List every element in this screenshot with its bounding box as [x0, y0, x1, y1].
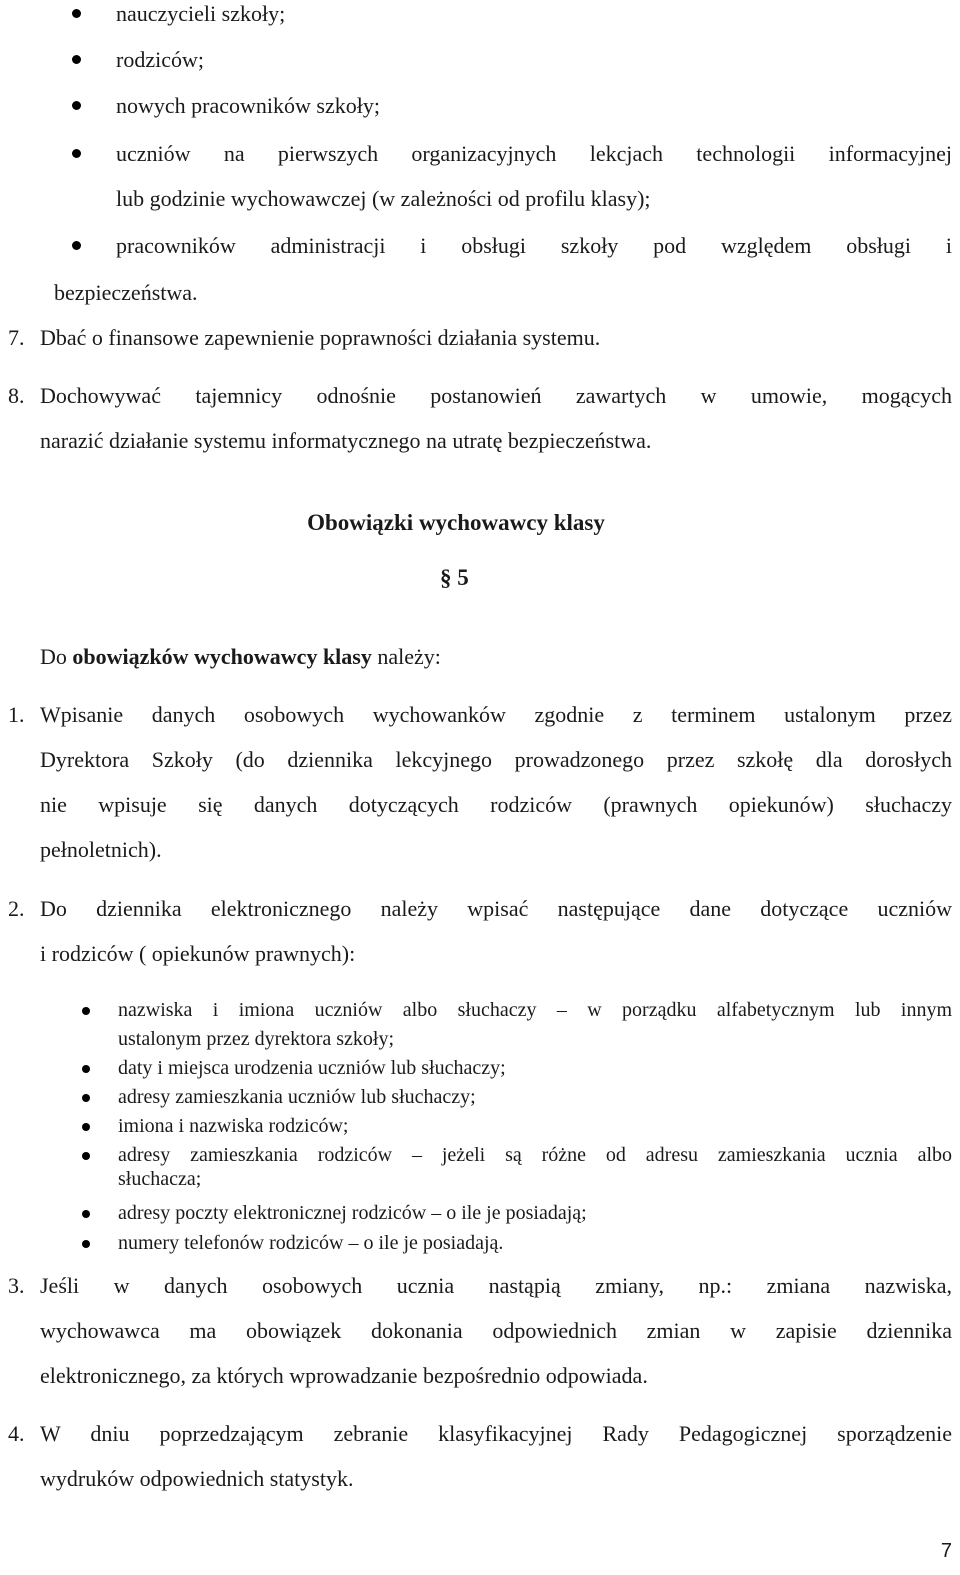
- item-text: Dbać o finansowe zapewnienie poprawności działania systemu.: [40, 325, 601, 350]
- item-text: wychowawca ma obowiązek dokonania odpowiednich zmian w zapisie dziennika: [40, 1318, 952, 1343]
- item-number: 4.: [8, 1421, 25, 1446]
- list-item: [116, 83, 952, 128]
- section-title: Obowiązki wychowawcy klasy: [307, 510, 605, 535]
- item-number: 1.: [8, 702, 25, 727]
- item-text: Dyrektora Szkoły (do dziennika lekcyjnego prowadzonego przez szkołę dla dorosłych: [40, 747, 952, 772]
- section-number: § 5: [440, 565, 469, 590]
- item-text: i rodziców ( opiekunów prawnych):: [40, 941, 356, 966]
- list-item-text: słuchacza;: [118, 1168, 202, 1190]
- intro-bold: obowiązków wychowawcy klasy: [72, 644, 372, 669]
- list-item: [118, 996, 952, 1025]
- list-item: [116, 37, 952, 82]
- item-number: 7.: [8, 325, 25, 350]
- list-item-text: adresy zamieszkania uczniów lub słuchaczy;: [118, 1086, 476, 1108]
- numbered-item-8-continuation: [40, 418, 952, 463]
- list-item-text: nazwiska i imiona uczniów albo słuchaczy – w porządku alfabetycznym lub innym: [118, 999, 952, 1021]
- list-item-continuation: [118, 1025, 952, 1054]
- section-intro: [40, 637, 441, 677]
- item-text: nie wpisuje się danych dotyczących rodziców (prawnych opiekunów) słuchaczy: [40, 792, 952, 817]
- item-text: Do dziennika elektronicznego należy wpisać następujące dane dotyczące uczniów: [40, 896, 952, 921]
- item-number: 8.: [8, 383, 25, 408]
- intro-prefix: Do: [40, 644, 73, 669]
- item-text: elektronicznego, za których wprowadzanie bezpośrednio odpowiada.: [40, 1363, 648, 1388]
- numbered-item-1-line: [40, 827, 952, 872]
- page-number: 7: [940, 1540, 952, 1562]
- numbered-item-1-line: [40, 737, 952, 782]
- numbered-item-4: [8, 1411, 952, 1456]
- list-item-text: pracowników administracji i obsługi szkoły pod względem obsługi i: [116, 233, 952, 258]
- list-item: [118, 1054, 952, 1083]
- list-item-continuation: [54, 270, 934, 315]
- list-item: [118, 1229, 952, 1258]
- item-number: 3.: [8, 1273, 25, 1298]
- item-text: wydruków odpowiednich statystyk.: [40, 1466, 354, 1491]
- numbered-item-8: [8, 373, 952, 418]
- intro-suffix: należy:: [371, 644, 441, 669]
- list-item: [118, 1199, 952, 1228]
- numbered-item-1: [8, 692, 952, 737]
- item-text: W dniu poprzedzającym zebranie klasyfikacyjnej Rady Pedagogicznej sporządzenie: [40, 1421, 952, 1446]
- numbered-item-3: [8, 1263, 952, 1308]
- item-text: Wpisanie danych osobowych wychowanków zgodnie z terminem ustalonym przez: [40, 702, 952, 727]
- list-item: [116, 131, 952, 176]
- list-item: [116, 223, 952, 268]
- list-item-text: adresy zamieszkania rodziców – jeżeli są różne od adresu zamieszkania ucznia albo: [118, 1144, 952, 1166]
- numbered-item-3-line: [40, 1353, 952, 1398]
- list-item-text: uczniów na pierwszych organizacyjnych lekcjach technologii informacyjnej: [116, 141, 952, 166]
- list-item-text: ustalonym przez dyrektora szkoły;: [118, 1028, 395, 1050]
- numbered-item-2: [8, 886, 952, 931]
- item-text: Jeśli w danych osobowych ucznia nastąpią zmiany, np.: zmiana nazwiska,: [40, 1273, 952, 1298]
- numbered-item-3-line: [40, 1308, 952, 1353]
- list-item-text: daty i miejsca urodzenia uczniów lub słuchaczy;: [118, 1057, 506, 1079]
- list-item-text: nauczycieli szkoły;: [116, 1, 286, 26]
- item-text: narazić działanie systemu informatycznego na utratę bezpieczeństwa.: [40, 428, 652, 453]
- list-item-text: adresy poczty elektronicznej rodziców – o ile je posiadają;: [118, 1202, 587, 1224]
- list-item-continuation: [116, 176, 960, 221]
- item-text: Dochowywać tajemnicy odnośnie postanowień zawartych w umowie, mogących: [40, 383, 952, 408]
- list-item-continuation: [118, 1165, 952, 1194]
- list-item-text: rodziców;: [116, 47, 204, 72]
- list-item: [116, 0, 952, 36]
- list-item-text: lub godzinie wychowawczej (w zależności od profilu klasy);: [116, 186, 651, 211]
- numbered-item-4-line: [40, 1456, 952, 1501]
- list-item-text: nowych pracowników szkoły;: [116, 93, 380, 118]
- list-item: [118, 1112, 952, 1141]
- list-item-text: imiona i nazwiska rodziców;: [118, 1115, 349, 1137]
- list-item-text: numery telefonów rodziców – o ile je posiadają.: [118, 1232, 504, 1254]
- list-item-text: bezpieczeństwa.: [54, 280, 198, 305]
- item-text: pełnoletnich).: [40, 837, 162, 862]
- numbered-item-1-line: [40, 782, 952, 827]
- item-number: 2.: [8, 896, 25, 921]
- numbered-item-7: [8, 315, 952, 360]
- list-item: [118, 1083, 952, 1112]
- numbered-item-2-line: [40, 931, 952, 976]
